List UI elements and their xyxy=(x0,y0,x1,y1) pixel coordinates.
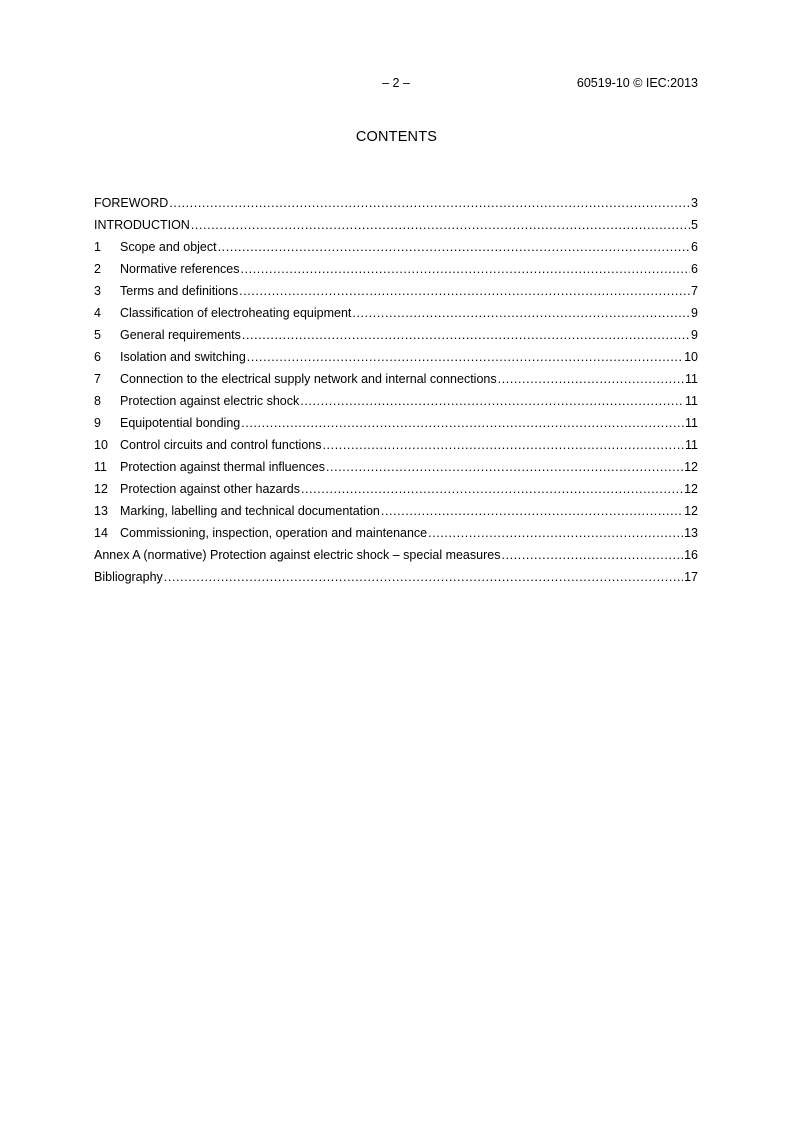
toc-entry-page: 12 xyxy=(684,460,698,474)
toc-entry[interactable] xyxy=(94,350,698,372)
toc-entry-title: INTRODUCTION xyxy=(94,218,190,232)
toc-entry[interactable] xyxy=(94,284,698,306)
toc-dot-leader xyxy=(239,284,690,298)
toc-entry-page: 7 xyxy=(691,284,698,298)
toc-entry-number: 14 xyxy=(94,526,108,540)
toc-entry-title: Bibliography xyxy=(94,570,163,584)
toc-entry-page: 17 xyxy=(684,570,698,584)
toc-dot-leader xyxy=(428,526,683,540)
toc-entry-title: Scope and object xyxy=(120,240,217,254)
toc-entry-number: 1 xyxy=(94,240,101,254)
toc-entry[interactable] xyxy=(94,394,698,416)
toc-entry-number: 8 xyxy=(94,394,101,408)
toc-entry-page: 11 xyxy=(685,438,698,452)
toc-entry-number: 11 xyxy=(94,460,107,474)
toc-entry-title: Terms and definitions xyxy=(120,284,239,298)
toc-entry-page: 13 xyxy=(684,526,698,540)
toc-entry-title: Protection against thermal influences xyxy=(120,460,325,474)
toc-dot-leader xyxy=(501,548,683,562)
toc-entry[interactable] xyxy=(94,460,698,482)
toc-dot-leader xyxy=(498,372,684,386)
toc-dot-leader xyxy=(381,504,683,518)
toc-dot-leader xyxy=(300,394,684,408)
toc-entry-page: 10 xyxy=(684,350,698,364)
toc-entry-number: 9 xyxy=(94,416,101,430)
table-of-contents xyxy=(94,196,698,592)
toc-entry[interactable] xyxy=(94,570,698,592)
toc-entry-title: Equipotential bonding xyxy=(120,416,241,430)
toc-dot-leader xyxy=(241,262,691,276)
document-reference: 60519-10 © IEC:2013 xyxy=(576,76,698,90)
toc-entry[interactable] xyxy=(94,438,698,460)
toc-dot-leader xyxy=(218,240,690,254)
toc-entry-title: Commissioning, inspection, operation and maintenance xyxy=(120,526,428,540)
toc-entry-title: Protection against electric shock xyxy=(120,394,300,408)
toc-entry[interactable] xyxy=(94,196,698,218)
toc-entry[interactable] xyxy=(94,328,698,350)
toc-dot-leader xyxy=(326,460,683,474)
toc-entry-page: 11 xyxy=(685,394,698,408)
toc-entry-title: Annex A (normative) Protection against electric shock – special measures xyxy=(94,548,501,562)
toc-dot-leader xyxy=(191,218,690,232)
contents-title: CONTENTS xyxy=(355,129,438,145)
toc-entry-title: Marking, labelling and technical documentation xyxy=(120,504,380,518)
toc-entry-page: 11 xyxy=(685,372,698,386)
toc-dot-leader xyxy=(242,328,690,342)
toc-entry-title: General requirements xyxy=(120,328,241,342)
toc-entry-number: 2 xyxy=(94,262,101,276)
toc-entry-number: 3 xyxy=(94,284,101,298)
toc-entry-title: Normative references xyxy=(120,262,240,276)
toc-dot-leader xyxy=(301,482,683,496)
toc-entry-page: 3 xyxy=(691,196,698,210)
toc-entry[interactable] xyxy=(94,372,698,394)
toc-entry-number: 10 xyxy=(94,438,108,452)
toc-entry-page: 5 xyxy=(691,218,698,232)
toc-entry[interactable] xyxy=(94,416,698,438)
toc-entry-number: 5 xyxy=(94,328,101,342)
toc-entry-title: FOREWORD xyxy=(94,196,169,210)
toc-dot-leader xyxy=(352,306,690,320)
toc-dot-leader xyxy=(322,438,684,452)
toc-entry-title: Connection to the electrical supply network and internal connections xyxy=(120,372,497,386)
toc-dot-leader xyxy=(169,196,690,210)
toc-entry-title: Protection against other hazards xyxy=(120,482,300,496)
toc-entry-number: 7 xyxy=(94,372,101,386)
toc-entry-number: 6 xyxy=(94,350,101,364)
toc-dot-leader xyxy=(247,350,683,364)
toc-entry-page: 9 xyxy=(691,306,698,320)
toc-entry[interactable] xyxy=(94,218,698,240)
toc-dot-leader xyxy=(241,416,684,430)
toc-entry-page: 12 xyxy=(684,504,698,518)
toc-entry[interactable] xyxy=(94,526,698,548)
toc-entry-page: 9 xyxy=(691,328,698,342)
toc-entry-page: 11 xyxy=(685,416,698,430)
toc-entry[interactable] xyxy=(94,262,698,284)
toc-entry-title: Control circuits and control functions xyxy=(120,438,322,452)
toc-entry-number: 12 xyxy=(94,482,108,496)
toc-entry-title: Isolation and switching xyxy=(120,350,246,364)
toc-entry[interactable] xyxy=(94,306,698,328)
toc-entry[interactable] xyxy=(94,504,698,526)
toc-entry-page: 16 xyxy=(684,548,698,562)
toc-entry-page: 12 xyxy=(684,482,698,496)
page-number: – 2 – xyxy=(382,76,410,90)
page-header xyxy=(94,76,698,92)
toc-entry-number: 13 xyxy=(94,504,108,518)
toc-entry[interactable] xyxy=(94,240,698,262)
toc-entry-page: 6 xyxy=(691,262,698,276)
toc-entry[interactable] xyxy=(94,482,698,504)
toc-entry-page: 6 xyxy=(691,240,698,254)
toc-entry-title: Classification of electroheating equipment xyxy=(120,306,352,320)
toc-entry-number: 4 xyxy=(94,306,101,320)
toc-dot-leader xyxy=(164,570,683,584)
toc-entry[interactable] xyxy=(94,548,698,570)
